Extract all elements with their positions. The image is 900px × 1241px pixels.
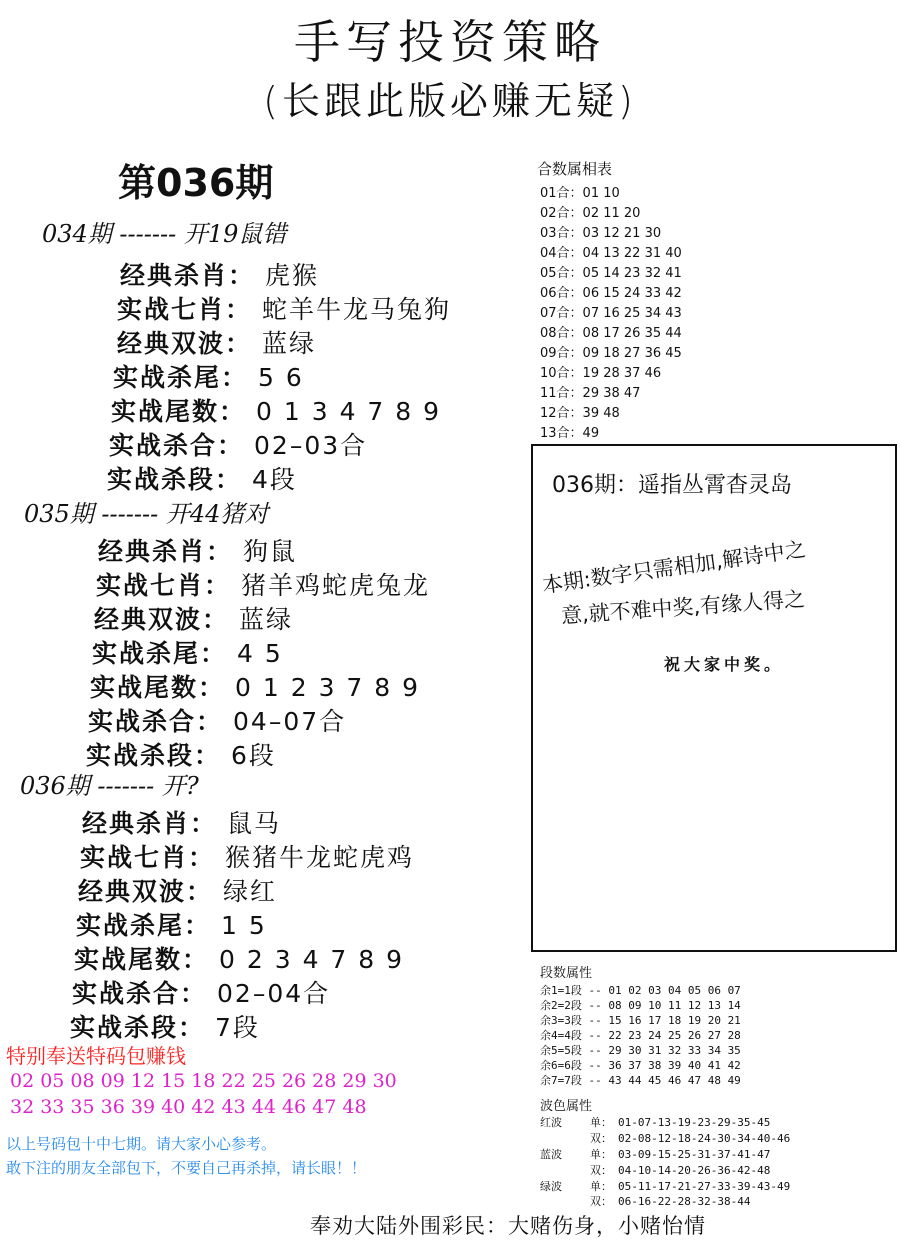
wave-kind: 双： xyxy=(590,1195,612,1208)
riddle-line: 036期：遥指丛霄杳灵岛 xyxy=(552,473,792,498)
row-label: 实战杀尾： xyxy=(92,639,228,668)
row-label: 实战尾数： xyxy=(111,397,247,426)
promo-numbers-line1: 02 05 08 09 12 15 18 22 25 26 28 29 30 xyxy=(10,1070,397,1092)
period-034-row xyxy=(111,392,441,428)
row-label: 经典杀肖： xyxy=(98,537,234,566)
row-label: 实战杀段： xyxy=(107,465,243,494)
period-036-row xyxy=(78,872,277,908)
row-label: 实战七肖： xyxy=(96,571,232,600)
he-table-row: 10合：19 28 37 46 xyxy=(540,366,662,381)
row-label: 实战杀合： xyxy=(72,979,208,1008)
row-value: 04–07合 xyxy=(233,707,347,736)
wave-kind: 单： xyxy=(590,1148,612,1161)
period-034-row xyxy=(117,290,451,326)
row-value: 0 2 3 4 7 8 9 xyxy=(219,945,405,974)
footer-text: 奉劝大陆外围彩民：大赌伤身，小赌怡情 xyxy=(310,1214,706,1238)
row-label: 实战杀合： xyxy=(88,707,224,736)
wave-name: 红波 xyxy=(540,1116,562,1129)
period-035-row xyxy=(88,702,346,738)
segment-row: 余5=5段 -- 29 30 31 32 33 34 35 xyxy=(540,1044,741,1057)
note-line1: 以上号码包十中七期。请大家小心参考。 xyxy=(6,1135,277,1153)
period-036-row xyxy=(70,1008,260,1044)
row-value: 1 5 xyxy=(221,911,267,940)
segment-row: 余4=4段 -- 22 23 24 25 26 27 28 xyxy=(540,1029,741,1042)
wave-nums: 03-09-15-25-31-37-41-47 xyxy=(618,1148,771,1161)
period-034-row xyxy=(109,426,367,462)
promo-numbers-line2: 32 33 35 36 39 40 42 43 44 46 47 48 xyxy=(10,1096,367,1118)
wave-kind: 单： xyxy=(590,1180,612,1193)
period-034-row xyxy=(107,460,297,496)
he-table-row: 09合：09 18 27 36 45 xyxy=(540,346,682,361)
row-value: 6段 xyxy=(231,741,276,770)
period-head-036: 036期 ------- 开? xyxy=(20,772,199,800)
row-value: 0 1 3 4 7 8 9 xyxy=(256,397,442,426)
row-value: 虎猴 xyxy=(265,261,320,290)
he-table-row: 04合：04 13 22 31 40 xyxy=(540,246,682,261)
row-value: 02–04合 xyxy=(217,979,331,1008)
row-value: 7段 xyxy=(215,1013,260,1042)
row-label: 经典双波： xyxy=(78,877,214,906)
row-value: 5 6 xyxy=(258,363,304,392)
he-table-row: 01合：01 10 xyxy=(540,186,620,201)
segment-row: 余1=1段 -- 01 02 03 04 05 06 07 xyxy=(540,984,741,997)
wave-nums: 04-10-14-20-26-36-42-48 xyxy=(618,1164,771,1177)
page-title: 手写投资策略 xyxy=(294,15,606,69)
row-label: 经典双波： xyxy=(117,329,253,358)
period-035-row xyxy=(92,634,283,670)
row-label: 实战杀段： xyxy=(70,1013,206,1042)
row-value: 狗鼠 xyxy=(243,537,298,566)
wave-kind: 单： xyxy=(590,1116,612,1129)
wave-nums: 02-08-12-18-24-30-34-40-46 xyxy=(618,1132,791,1145)
he-table-row: 05合：05 14 23 32 41 xyxy=(540,266,682,281)
wave-row xyxy=(540,1130,790,1146)
period-036-row xyxy=(76,906,267,942)
wave-name: 绿波 xyxy=(540,1180,562,1193)
period-036-row xyxy=(72,974,330,1010)
he-table-row: 03合：03 12 21 30 xyxy=(540,226,662,241)
row-value: 蓝绿 xyxy=(262,329,317,358)
row-label: 实战尾数： xyxy=(74,945,210,974)
wave-row xyxy=(540,1178,790,1194)
period-035-row xyxy=(90,668,420,704)
segments-title: 段数属性 xyxy=(540,966,593,981)
wave-row xyxy=(540,1162,770,1178)
he-table-row: 11合：29 38 47 xyxy=(540,386,641,401)
wave-kind: 双： xyxy=(590,1132,612,1145)
row-value: 鼠马 xyxy=(227,809,282,838)
period-035-row xyxy=(96,566,430,602)
row-value: 猪羊鸡蛇虎兔龙 xyxy=(241,571,431,600)
promo-title: 特别奉送特码包赚钱 xyxy=(6,1044,186,1068)
wave-nums: 05-11-17-21-27-33-39-43-49 xyxy=(618,1180,791,1193)
row-label: 实战杀尾： xyxy=(76,911,212,940)
row-label: 经典杀肖： xyxy=(120,261,256,290)
period-036-row xyxy=(82,804,281,840)
period-035-row xyxy=(98,532,297,568)
note-line2: 敢下注的朋友全部包下，不要自己再杀掉，请长眼！！ xyxy=(6,1159,367,1177)
he-table-title: 合数属相表 xyxy=(537,160,613,178)
row-label: 实战杀尾： xyxy=(113,363,249,392)
row-label: 实战七肖： xyxy=(117,295,253,324)
he-table-row: 06合：06 15 24 33 42 xyxy=(540,286,682,301)
riddle-hint-line1: 本期:数字只需相加,解诗中之 xyxy=(540,536,808,598)
period-034-row xyxy=(120,256,319,292)
he-table-row: 13合：49 xyxy=(540,426,600,441)
row-value: 02–03合 xyxy=(254,431,368,460)
riddle-box xyxy=(531,444,897,952)
segment-row: 余3=3段 -- 15 16 17 18 19 20 21 xyxy=(540,1014,741,1027)
period-034-row xyxy=(113,358,304,394)
waves-title: 波色属性 xyxy=(540,1099,593,1114)
wish-text: 祝大家中奖。 xyxy=(664,655,785,674)
row-label: 实战七肖： xyxy=(80,843,216,872)
wave-nums: 06-16-22-28-32-38-44 xyxy=(618,1195,751,1208)
period-036-row xyxy=(80,838,414,874)
wave-kind: 双： xyxy=(590,1164,612,1177)
wave-nums: 01-07-13-19-23-29-35-45 xyxy=(618,1116,771,1129)
he-table-row: 07合：07 16 25 34 43 xyxy=(540,306,682,321)
row-label: 经典杀肖： xyxy=(82,809,218,838)
period-head-034: 034期 ------- 开19鼠错 xyxy=(42,220,287,248)
wave-name: 蓝波 xyxy=(540,1148,562,1161)
row-value: 猴猪牛龙蛇虎鸡 xyxy=(225,843,415,872)
page-subtitle: (长跟此版必赚无疑) xyxy=(263,79,637,123)
period-034-row xyxy=(117,324,316,360)
segment-row: 余7=7段 -- 43 44 45 46 47 48 49 xyxy=(540,1074,741,1087)
row-value: 蓝绿 xyxy=(239,605,294,634)
row-value: 4段 xyxy=(252,465,297,494)
row-value: 绿红 xyxy=(223,877,278,906)
he-table-row: 02合：02 11 20 xyxy=(540,206,641,221)
wave-row xyxy=(540,1146,770,1162)
period-head-035: 035期 ------- 开44猪对 xyxy=(24,500,269,528)
row-value: 4 5 xyxy=(237,639,283,668)
row-label: 实战杀合： xyxy=(109,431,245,460)
he-table-row: 12合：39 48 xyxy=(540,406,620,421)
segment-row: 余2=2段 -- 08 09 10 11 12 13 14 xyxy=(540,999,741,1012)
row-label: 经典双波： xyxy=(94,605,230,634)
period-035-row xyxy=(94,600,293,636)
he-table-row: 08合：08 17 26 35 44 xyxy=(540,326,682,341)
row-value: 0 1 2 3 7 8 9 xyxy=(235,673,421,702)
issue-title: 第036期 xyxy=(118,161,274,205)
period-036-row xyxy=(74,940,404,976)
row-label: 实战杀段： xyxy=(86,741,222,770)
wave-row xyxy=(540,1193,750,1209)
row-label: 实战尾数： xyxy=(90,673,226,702)
riddle-hint-line2: 意,就不难中奖,有缘人得之 xyxy=(560,586,806,628)
row-value: 蛇羊牛龙马兔狗 xyxy=(262,295,452,324)
wave-row xyxy=(540,1114,770,1130)
segment-row: 余6=6段 -- 36 37 38 39 40 41 42 xyxy=(540,1059,741,1072)
